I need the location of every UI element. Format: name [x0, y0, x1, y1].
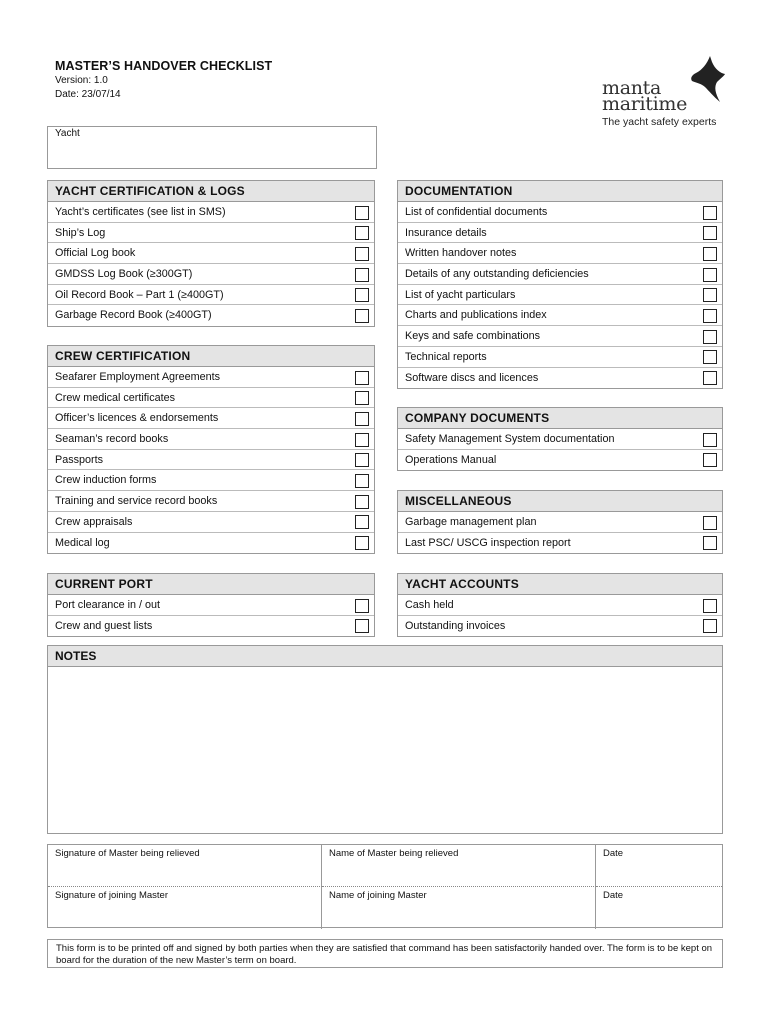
logo-word-manta: manta: [602, 77, 662, 99]
checklist-item-label: Safety Management System documentation: [405, 433, 615, 445]
checklist-row: [48, 470, 374, 491]
footer-instructions: This form is to be printed off and signed by both parties when they are satisfied that command has been satisfactorily handed over. The form is to be kept on board for the duration of the new Master’s term on board.: [47, 939, 723, 968]
checklist-item-label: Last PSC/ USCG inspection report: [405, 536, 571, 549]
checklist-row: [48, 305, 374, 326]
checklist-item-label: Yacht’s certificates (see list in SMS): [55, 206, 226, 218]
checkbox[interactable]: [703, 206, 717, 220]
yacht-label: Yacht: [55, 128, 80, 139]
checklist-item-label: Cash held: [405, 599, 454, 611]
checklist-item-label: Software discs and licences: [405, 371, 539, 384]
checklist-item-label: Details of any outstanding deficiencies: [405, 268, 589, 281]
section-company-documents: [397, 407, 723, 471]
page-title: MASTER’S HANDOVER CHECKLIST: [55, 59, 273, 73]
checklist-row: [398, 202, 722, 223]
checklist-row: [48, 388, 374, 409]
section-miscellaneous: [397, 490, 723, 554]
checklist-row: [398, 512, 722, 533]
section-title: DOCUMENTATION: [398, 181, 722, 202]
checkbox[interactable]: [703, 453, 717, 467]
section-title: COMPANY DOCUMENTS: [398, 408, 722, 429]
section-crew-certification: [47, 345, 375, 554]
section-documentation: [397, 180, 723, 389]
checkbox[interactable]: [703, 433, 717, 447]
checklist-item-label: GMDSS Log Book (≥300GT): [55, 268, 193, 281]
checkbox[interactable]: [703, 330, 717, 344]
checklist-row: [48, 408, 374, 429]
name-master-relieved[interactable]: Name of Master being relieved: [322, 845, 596, 887]
checklist-item-label: Oil Record Book – Part 1 (≥400GT): [55, 288, 224, 301]
manta-ray-icon: [690, 56, 726, 102]
checklist-item-label: Crew appraisals: [55, 515, 133, 528]
checklist-row: [398, 264, 722, 285]
checklist-row: [398, 243, 722, 264]
checklist-row: [48, 202, 374, 223]
checkbox[interactable]: [355, 226, 369, 240]
checklist-item-label: Written handover notes: [405, 247, 517, 260]
checklist-row: [48, 367, 374, 388]
checkbox[interactable]: [355, 474, 369, 488]
section-current-port: [47, 573, 375, 637]
checkbox[interactable]: [703, 309, 717, 323]
checklist-row: [48, 533, 374, 554]
date-joining[interactable]: Date: [603, 890, 624, 901]
date-label: Date: 23/07/14: [55, 89, 121, 100]
checkbox[interactable]: [355, 309, 369, 323]
notes-box[interactable]: [47, 645, 723, 834]
version-label: Version: 1.0: [55, 75, 108, 86]
checkbox[interactable]: [355, 453, 369, 467]
checkbox[interactable]: [355, 247, 369, 261]
section-title: YACHT ACCOUNTS: [398, 574, 722, 595]
checkbox[interactable]: [355, 536, 369, 550]
checkbox[interactable]: [355, 412, 369, 426]
checklist-row: [48, 595, 374, 616]
checklist-item-label: Crew and guest lists: [55, 619, 153, 632]
checkbox[interactable]: [703, 226, 717, 240]
checklist-row: [48, 223, 374, 244]
checklist-row: [48, 429, 374, 450]
checklist-row: [398, 285, 722, 306]
checklist-item-label: List of yacht particulars: [405, 288, 516, 301]
checklist-item-label: Ship’s Log: [55, 226, 106, 239]
checklist-item-label: Operations Manual: [405, 453, 497, 466]
checklist-item-label: Officer’s licences & endorsements: [55, 412, 219, 425]
checklist-row: [398, 368, 722, 389]
section-yacht-accounts: [397, 573, 723, 637]
checklist-item-label: Crew medical certificates: [55, 391, 175, 404]
signature-joining-master[interactable]: Signature of joining Master: [48, 887, 322, 929]
checklist-row: [398, 595, 722, 616]
checkbox[interactable]: [355, 433, 369, 447]
checklist-row: [398, 616, 722, 637]
checklist-row: [398, 347, 722, 368]
checklist-row: [398, 305, 722, 326]
checkbox[interactable]: [703, 536, 717, 550]
notes-title: NOTES: [48, 646, 722, 667]
checkbox[interactable]: [355, 288, 369, 302]
checklist-item-label: Crew induction forms: [55, 474, 157, 487]
name-joining-master[interactable]: Name of joining Master: [322, 887, 596, 929]
yacht-name-field[interactable]: [47, 126, 377, 169]
checkbox[interactable]: [703, 247, 717, 261]
checkbox[interactable]: [355, 391, 369, 405]
signature-table: [47, 844, 723, 928]
checklist-row: [48, 450, 374, 471]
checkbox[interactable]: [703, 371, 717, 385]
checkbox[interactable]: [703, 516, 717, 530]
section-title: YACHT CERTIFICATION & LOGS: [48, 181, 374, 202]
checklist-item-label: List of confidential documents: [405, 206, 548, 218]
checkbox[interactable]: [703, 619, 717, 633]
checkbox[interactable]: [703, 350, 717, 364]
checklist-item-label: Passports: [55, 453, 104, 466]
checklist-item-label: Garbage Record Book (≥400GT): [55, 309, 212, 322]
section-title: CREW CERTIFICATION: [48, 346, 374, 367]
logo-tagline: The yacht safety experts: [602, 116, 717, 128]
checkbox[interactable]: [355, 206, 369, 220]
checklist-row: [398, 450, 722, 471]
checkbox[interactable]: [703, 599, 717, 613]
checklist-item-label: Seafarer Employment Agreements: [55, 371, 221, 383]
checklist-item-label: Seaman’s record books: [55, 433, 169, 446]
checklist-item-label: Insurance details: [405, 226, 487, 239]
checklist-row: [48, 512, 374, 533]
signature-master-relieved[interactable]: Signature of Master being relieved: [48, 845, 322, 887]
section-yacht-certification: [47, 180, 375, 327]
checklist-row: [398, 223, 722, 244]
checklist-row: [48, 616, 374, 637]
checkbox[interactable]: [355, 495, 369, 509]
checkbox[interactable]: [355, 515, 369, 529]
checkbox[interactable]: [703, 268, 717, 282]
checklist-item-label: Keys and safe combinations: [405, 330, 541, 343]
checklist-item-label: Garbage management plan: [405, 516, 537, 528]
checklist-item-label: Outstanding invoices: [405, 619, 506, 632]
checkbox[interactable]: [703, 288, 717, 302]
checkbox[interactable]: [355, 599, 369, 613]
section-title: MISCELLANEOUS: [398, 491, 722, 512]
checklist-row: [48, 491, 374, 512]
checklist-item-label: Medical log: [55, 536, 110, 549]
checklist-row: [48, 285, 374, 306]
checklist-item-label: Technical reports: [405, 350, 487, 363]
checklist-row: [48, 264, 374, 285]
checklist-item-label: Port clearance in / out: [55, 599, 161, 611]
checklist-row: [398, 326, 722, 347]
checklist-row: [48, 243, 374, 264]
company-logo: [602, 56, 727, 128]
checkbox[interactable]: [355, 268, 369, 282]
logo-word-maritime: maritime: [602, 93, 688, 115]
checkbox[interactable]: [355, 619, 369, 633]
checklist-row: [398, 429, 722, 450]
checklist-row: [398, 533, 722, 554]
section-title: CURRENT PORT: [48, 574, 374, 595]
checklist-item-label: Training and service record books: [55, 495, 218, 508]
checkbox[interactable]: [355, 371, 369, 385]
checklist-item-label: Official Log book: [55, 247, 136, 260]
checklist-item-label: Charts and publications index: [405, 309, 547, 322]
date-relieved[interactable]: Date: [596, 845, 722, 887]
